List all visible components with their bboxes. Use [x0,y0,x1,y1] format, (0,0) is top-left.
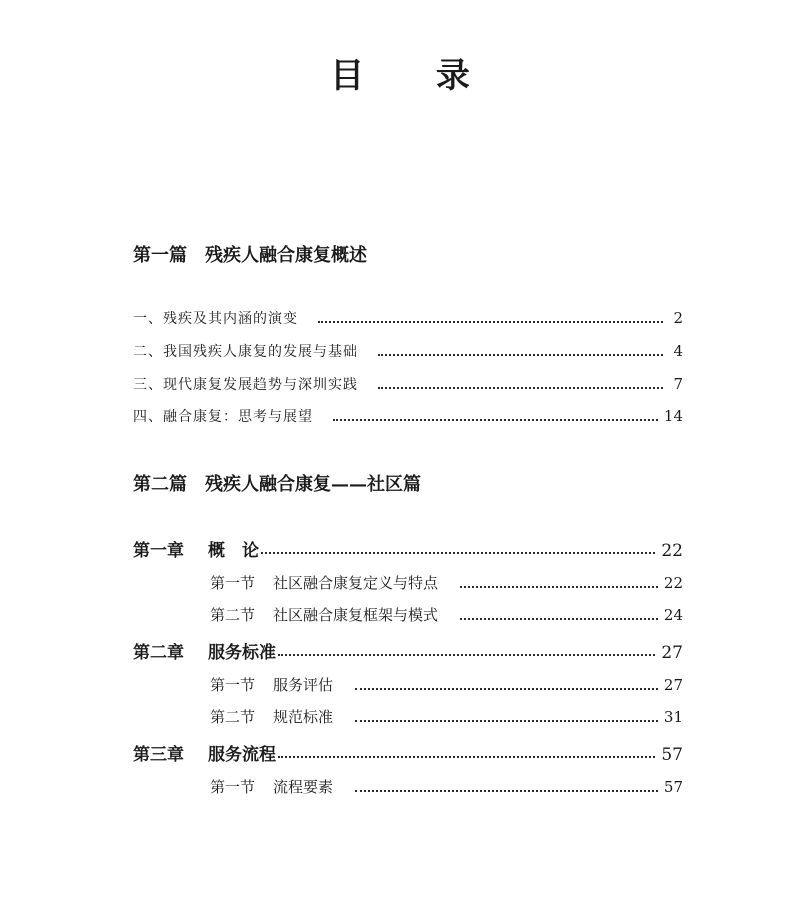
dot-leader [318,321,663,323]
toc-entry[interactable] [133,374,683,394]
toc-entry-label: 三、现代康复发展趋势与深圳实践 [133,377,358,393]
toc-entry-page: 14 [663,407,683,425]
toc-entry-label: 一、残疾及其内涵的演变 [133,311,298,327]
toc-entry-label: 二、我国残疾人康复的发展与基础 [133,344,358,360]
section-entry[interactable] [210,674,683,695]
dot-leader [278,654,655,656]
section-number: 第二节 [210,606,256,624]
chapter-entry[interactable] [133,536,683,561]
section-entry[interactable] [210,572,683,593]
dot-leader [355,720,658,722]
chapter-entry[interactable] [133,740,683,765]
toc-entry-page: 2 [673,309,683,327]
chapter-page: 22 [661,541,683,561]
chapter-number: 第三章 [133,745,184,765]
toc-entry[interactable] [133,308,683,328]
toc-entry-label: 四、融合康复：思考与展望 [133,409,313,425]
section-number: 第一节 [210,676,256,694]
dot-leader [261,552,655,554]
chapter-number: 第二章 [133,643,184,663]
dot-leader [378,354,663,356]
chapter-page: 57 [661,745,683,765]
part-title: 残疾人融合康复概述 [205,245,367,266]
dot-leader [355,688,658,690]
dot-leader [460,586,658,588]
part-heading [133,470,421,496]
section-title: 服务评估 [273,676,334,694]
section-entry[interactable] [210,706,683,727]
section-title: 社区融合康复定义与特点 [273,574,439,592]
dot-leader [460,618,658,620]
dot-leader [278,756,655,758]
part-number: 第一篇 [133,245,187,266]
section-entry[interactable] [210,776,683,797]
section-page: 22 [663,574,683,592]
section-page: 57 [663,778,683,796]
chapter-title: 概 论 [208,541,259,561]
section-number: 第一节 [210,574,256,592]
page-title: 目 录 [330,56,500,96]
section-title: 社区融合康复框架与模式 [273,606,439,624]
chapter-page: 27 [661,643,683,663]
section-page: 31 [663,708,683,726]
section-title: 规范标准 [273,708,334,726]
section-number: 第一节 [210,778,256,796]
section-number: 第二节 [210,708,256,726]
section-title: 流程要素 [273,778,334,796]
toc-entry-page: 7 [673,375,683,393]
part-heading [133,241,367,267]
chapter-entry[interactable] [133,638,683,663]
dot-leader [333,419,658,421]
toc-entry[interactable] [133,406,683,426]
chapter-title: 服务流程 [208,745,276,765]
toc-entry-page: 4 [673,342,683,360]
toc-entry[interactable] [133,341,683,361]
part-title: 残疾人融合康复——社区篇 [205,474,421,495]
chapter-number: 第一章 [133,541,184,561]
dot-leader [378,387,663,389]
dot-leader [355,790,658,792]
part-number: 第二篇 [133,474,187,495]
section-page: 24 [663,606,683,624]
section-entry[interactable] [210,604,683,625]
section-page: 27 [663,676,683,694]
chapter-title: 服务标准 [208,643,276,663]
